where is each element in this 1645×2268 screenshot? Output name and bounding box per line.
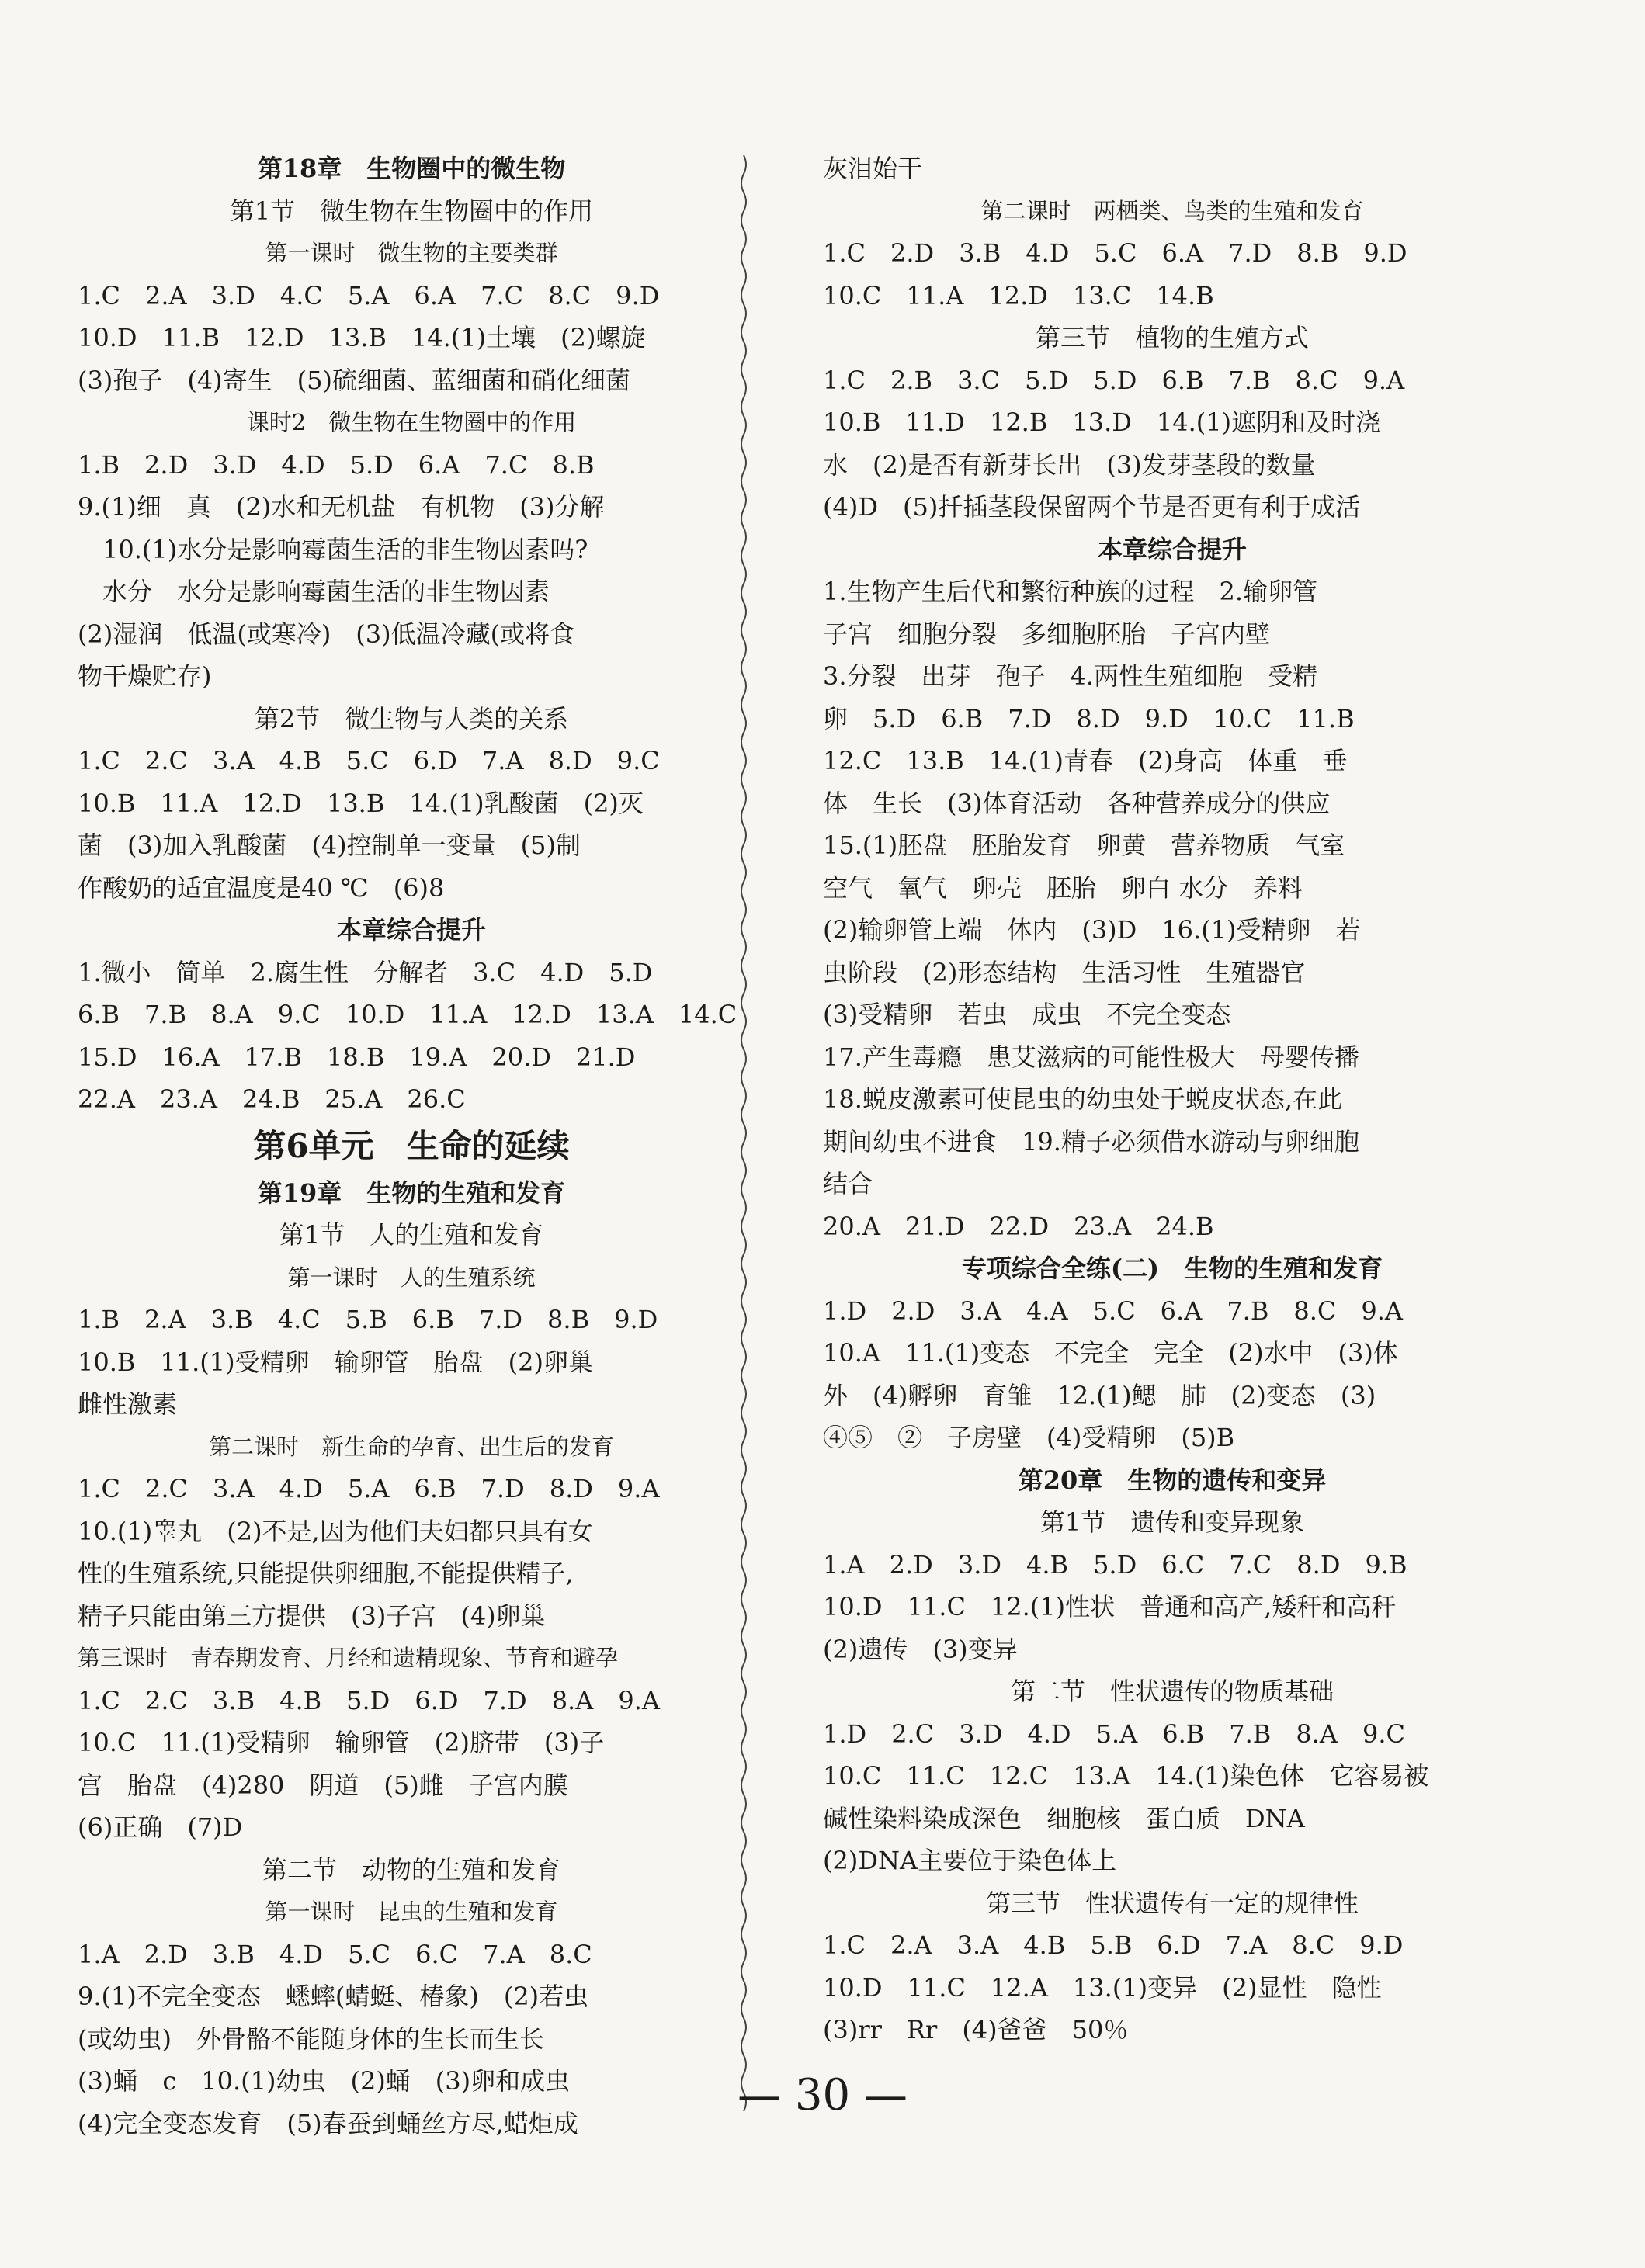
- column-divider: [736, 155, 751, 2111]
- answer-line: 3.分裂 出芽 孢子 4.两性生殖细胞 受精: [823, 661, 1318, 691]
- answer-line: 性的生殖系统,只能提供卵细胞,不能提供精子,: [78, 1559, 574, 1588]
- answer-line: 18.蜕皮激素可使昆虫的幼虫处于蜕皮状态,在此: [823, 1084, 1343, 1114]
- answer-line: 1.C 2.B 3.C 5.D 5.D 6.B 7.B 8.C 9.A: [823, 365, 1405, 395]
- subsection-heading: 第2节 微生物与人类的关系: [254, 703, 569, 733]
- answer-line: 1.A 2.D 3.D 4.B 5.D 6.C 7.C 8.D 9.B: [823, 1549, 1407, 1580]
- answer-line: 17.产生毒瘾 患艾滋病的可能性极大 母婴传播: [823, 1042, 1359, 1072]
- answer-line: (3)rr Rr (4)爸爸 50％: [823, 2015, 1129, 2044]
- section-heading: 专项综合全练(二) 生物的生殖和发育: [961, 1254, 1383, 1283]
- section-heading: 第20章 生物的遗传和变异: [1018, 1465, 1327, 1495]
- answer-line: (或幼虫) 外骨骼不能随身体的生长而生长: [78, 2024, 544, 2054]
- answer-line: 1.C 2.A 3.D 4.C 5.A 6.A 7.C 8.C 9.D: [78, 280, 660, 310]
- answer-line: 10.D 11.C 12.A 13.(1)变异 (2)显性 隐性: [823, 1972, 1382, 2003]
- answer-line: 精子只能由第三方提供 (3)子宫 (4)卵巢: [78, 1600, 546, 1631]
- answer-line: (4)D (5)扦插茎段保留两个节是否更有利于成活: [823, 492, 1361, 522]
- answer-line: 10.B 11.D 12.B 13.D 14.(1)遮阴和及时浇: [823, 407, 1381, 437]
- answer-line: (2)输卵管上端 体内 (3)D 16.(1)受精卵 若: [823, 915, 1361, 945]
- answer-line: 1.C 2.C 3.A 4.D 5.A 6.B 7.D 8.D 9.A: [78, 1474, 660, 1503]
- answer-line: 作酸奶的适宜温度是40 ℃ (6)8: [78, 872, 445, 903]
- answer-line: (3)蛹 c 10.(1)幼虫 (2)蛹 (3)卵和成虫: [78, 2066, 571, 2096]
- answer-line: 1.生物产生后代和繁衍种族的过程 2.输卵管: [823, 577, 1318, 606]
- answer-line: 第三课时 青春期发育、月经和遗精现象、节育和避孕: [78, 1645, 619, 1671]
- answer-line: 卵 5.D 6.B 7.D 8.D 9.D 10.C 11.B: [823, 703, 1355, 733]
- answer-line: 1.C 2.A 3.A 4.B 5.B 6.D 7.A 8.C 9.D: [823, 1930, 1404, 1960]
- answer-line: (3)孢子 (4)寄生 (5)硫细菌、蓝细菌和硝化细菌: [78, 365, 630, 395]
- answer-line: 1.D 2.C 3.D 4.D 5.A 6.B 7.B 8.A 9.C: [823, 1718, 1405, 1749]
- answer-line: (2)DNA主要位于染色体上: [823, 1846, 1117, 1875]
- subsection-heading: 第三节 性状遗传有一定的规律性: [985, 1888, 1359, 1918]
- answer-line: 1.C 2.C 3.A 4.B 5.C 6.D 7.A 8.D 9.C: [78, 746, 660, 775]
- answer-line: 6.B 7.B 8.A 9.C 10.D 11.A 12.D 13.A 14.C: [78, 1000, 737, 1029]
- answer-line: 10.D 11.B 12.D 13.B 14.(1)土壤 (2)螺旋: [78, 323, 646, 352]
- answer-line: 10.C 11.(1)受精卵 输卵管 (2)脐带 (3)子: [78, 1728, 605, 1757]
- right-column: [823, 147, 1522, 2051]
- answer-line: (3)受精卵 若虫 成虫 不完全变态: [823, 1000, 1231, 1029]
- answer-line: 碱性染料染成深色 细胞核 蛋白质 DNA: [823, 1803, 1305, 1833]
- answer-line: 结合: [823, 1169, 873, 1198]
- section-heading: 本章综合提升: [1097, 534, 1247, 564]
- answer-line: 1.B 2.D 3.D 4.D 5.D 6.A 7.C 8.B: [78, 449, 595, 480]
- answer-line: 15.(1)胚盘 胚胎发育 卵黄 营养物质 气室: [823, 831, 1345, 860]
- subsection-heading: 第二课时 新生命的孕育、出生后的发育: [208, 1433, 614, 1460]
- answer-line: 15.D 16.A 17.B 18.B 19.A 20.D 21.D: [78, 1042, 636, 1072]
- subsection-heading: 第二节 动物的生殖和发育: [262, 1854, 560, 1885]
- answer-line: 10.D 11.C 12.(1)性状 普通和高产,矮秆和高秆: [823, 1592, 1397, 1621]
- answer-line: 9.(1)不完全变态 蟋蟀(蜻蜓、椿象) (2)若虫: [78, 1982, 589, 2011]
- answer-line: 10.A 11.(1)变态 不完全 完全 (2)水中 (3)体: [823, 1338, 1398, 1368]
- left-column: [78, 147, 745, 2145]
- subsection-heading: 第二课时 两栖类、鸟类的生殖和发育: [980, 197, 1364, 224]
- answer-line: (2)遗传 (3)变异: [823, 1634, 1018, 1664]
- answer-line: 外 (4)孵卵 育雏 12.(1)鳃 肺 (2)变态 (3): [823, 1380, 1376, 1410]
- answer-line: 22.A 23.A 24.B 25.A 26.C: [78, 1084, 466, 1114]
- answer-line: 20.A 21.D 22.D 23.A 24.B: [823, 1211, 1214, 1241]
- subsection-heading: 第一课时 微生物的主要类群: [265, 240, 558, 266]
- subsection-heading: 课时2 微生物在生物圈中的作用: [246, 409, 577, 435]
- answer-line: 10.(1)水分是影响霉菌生活的非生物因素吗?: [78, 534, 588, 564]
- answer-line: 期间幼虫不进食 19.精子必须借水游动与卵细胞: [823, 1126, 1359, 1157]
- answer-line: 1.微小 简单 2.腐生性 分解者 3.C 4.D 5.D: [78, 957, 653, 987]
- unit-title: 第6单元 生命的延续: [253, 1126, 570, 1165]
- answer-line: ④⑤ ② 子房壁 (4)受精卵 (5)B: [823, 1423, 1235, 1452]
- answer-line: 物干燥贮存): [78, 661, 212, 691]
- section-heading: 第18章 生物圈中的微生物: [257, 154, 566, 183]
- answer-line: 子宫 细胞分裂 多细胞胚胎 子宫内壁: [823, 619, 1271, 649]
- wavy-divider-line: [741, 155, 746, 2111]
- answer-line: 1.B 2.A 3.B 4.C 5.B 6.B 7.D 8.B 9.D: [78, 1305, 658, 1334]
- answer-line: 体 生长 (3)体育活动 各种营养成分的供应: [823, 788, 1331, 818]
- answer-line: 水分 水分是影响霉菌生活的非生物因素: [78, 577, 550, 606]
- subsection-heading: 第1节 微生物在生物圈中的作用: [229, 196, 594, 226]
- answer-line: 12.C 13.B 14.(1)青春 (2)身高 体重 垂: [823, 746, 1348, 775]
- answer-line: 10.(1)睾丸 (2)不是,因为他们夫妇都只具有女: [78, 1516, 593, 1546]
- answer-line: 1.C 2.C 3.B 4.B 5.D 6.D 7.D 8.A 9.A: [78, 1685, 660, 1715]
- answer-line: 9.(1)细 真 (2)水和无机盐 有机物 (3)分解: [78, 492, 605, 522]
- answer-line: 灰泪始干: [823, 154, 923, 183]
- answer-line: 水 (2)是否有新芽长出 (3)发芽茎段的数量: [823, 449, 1316, 480]
- answer-line: 菌 (3)加入乳酸菌 (4)控制单一变量 (5)制: [78, 831, 581, 860]
- subsection-heading: 第三节 植物的生殖方式: [1035, 323, 1309, 352]
- subsection-heading: 第1节 遗传和变异现象: [1039, 1507, 1305, 1537]
- answer-line: 宫 胎盘 (4)280 阴道 (5)雌 子宫内膜: [78, 1770, 568, 1800]
- answer-line: 10.C 11.C 12.C 13.A 14.(1)染色体 它容易被: [823, 1761, 1429, 1791]
- answer-line: 虫阶段 (2)形态结构 生活习性 生殖器官: [823, 957, 1306, 987]
- answer-line: (6)正确 (7)D: [78, 1812, 243, 1842]
- subsection-heading: 第二节 性状遗传的物质基础: [1010, 1677, 1334, 1706]
- answer-line: (4)完全变态发育 (5)春蚕到蛹丝方尽,蜡炬成: [78, 2108, 578, 2138]
- subsection-heading: 第1节 人的生殖和发育: [279, 1220, 544, 1250]
- answer-line: 10.B 11.(1)受精卵 输卵管 胎盘 (2)卵巢: [78, 1347, 593, 1377]
- answer-line: 1.C 2.D 3.B 4.D 5.C 6.A 7.D 8.B 9.D: [823, 238, 1407, 268]
- section-heading: 本章综合提升: [336, 915, 486, 945]
- answer-line: 1.D 2.D 3.A 4.A 5.C 6.A 7.B 8.C 9.A: [823, 1295, 1404, 1326]
- subsection-heading: 第一课时 昆虫的生殖和发育: [265, 1899, 558, 1925]
- answer-line: 1.A 2.D 3.B 4.D 5.C 6.C 7.A 8.C: [78, 1939, 592, 1969]
- subsection-heading: 第一课时 人的生殖系统: [287, 1264, 536, 1291]
- page-number: — 30 —: [737, 2070, 908, 2121]
- answer-line: (2)湿润 低温(或寒冷) (3)低温冷藏(或将食: [78, 619, 575, 649]
- answer-line: 10.C 11.A 12.D 13.C 14.B: [823, 280, 1214, 310]
- answer-line: 10.B 11.A 12.D 13.B 14.(1)乳酸菌 (2)灭: [78, 788, 644, 818]
- section-heading: 第19章 生物的生殖和发育: [257, 1177, 566, 1208]
- answer-line: 空气 氧气 卵壳 胚胎 卵白 水分 养料: [823, 872, 1303, 903]
- answer-line: 雌性激素: [78, 1389, 178, 1419]
